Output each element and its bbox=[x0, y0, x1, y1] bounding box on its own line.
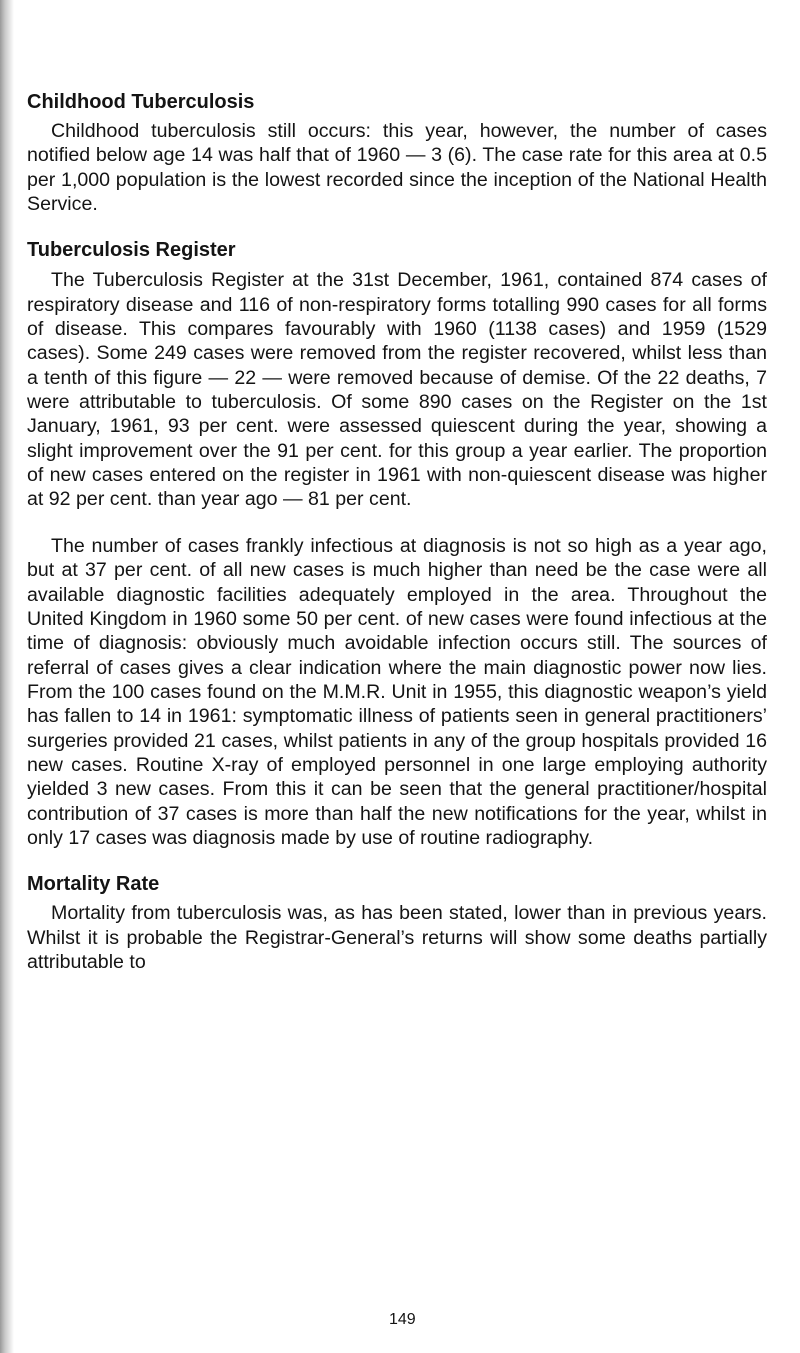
paragraph-childhood-tuberculosis: Childhood tuberculosis still occurs: this year, however, the number of cases notified below age 14 was half that of 1960 — 3 (6). The case rate for this area at 0.5 per 1,000 population is the lowest recorded since the inception of the National Health Service. bbox=[27, 120, 767, 216]
heading-tuberculosis-register: Tuberculosis Register bbox=[27, 239, 236, 262]
paragraph-mortality: Mortality from tuberculosis was, as has been stated, lower than in previous years. Whilst it is probable the Registrar-General’s returns will show some deaths partially attributable to bbox=[27, 902, 767, 973]
binding-shadow bbox=[0, 0, 14, 1353]
document-page bbox=[27, 90, 767, 974]
heading-childhood-tuberculosis: Childhood Tuberculosis bbox=[27, 91, 255, 113]
page-number: 149 bbox=[389, 1311, 416, 1328]
paragraph-register-summary: The Tuberculosis Register at the 31st December, 1961, contained 874 cases of respiratory disease and 116 of non-respiratory forms totalling 990 cases for all forms of disease. This compares favourably with 1960 (1138 cases) and 1959 (1529 cases). Some 249 cases were removed from the register recovered, whilst less than a tenth of this figure — 22 — were removed because of demise. Of the 22 deaths, 7 were attributable to tuberculosis. Of some 890 cases on the Register on the 1st January, 1961, 93 per cent. were assessed quiescent during the year, showing a slight improvement over the 91 per cent. for this group a year earlier. The proportion of new cases entered on the register in 1961 with non-quiescent disease was higher at 92 per cent. than year ago — 81 per cent. bbox=[27, 269, 767, 511]
heading-mortality-rate: Mortality Rate bbox=[27, 873, 160, 896]
paragraph-infectious-cases: The number of cases frankly infectious at diagnosis is not so high as a year ago, but at 37 per cent. of all new cases is much higher than need be the case were all available diagnostic facilities adequately employed in the area. Throughout the United Kingdom in 1960 some 50 per cent. of new cases were found infectious at the time of diagnosis: obviously much avoidable infection occurs still. The sources of referral of cases gives a clear indication where the main diagnostic power now lies. From the 100 cases found on the M.M.R. Unit in 1955, this diagnostic weapon’s yield has fallen to 14 in 1961: symptomatic illness of patients seen in general practitioners’ surgeries provided 21 cases, whilst patients in any of the group hospitals provided 16 new cases. Routine X-ray of employed personnel in one large employing authority yielded 3 new cases. From this it can be seen that the general practitioner/hospital contribution of 37 cases is more than half the new notifications for the year, whilst in only 17 cases was diagnosis made by use of routine radiography. bbox=[27, 534, 767, 849]
